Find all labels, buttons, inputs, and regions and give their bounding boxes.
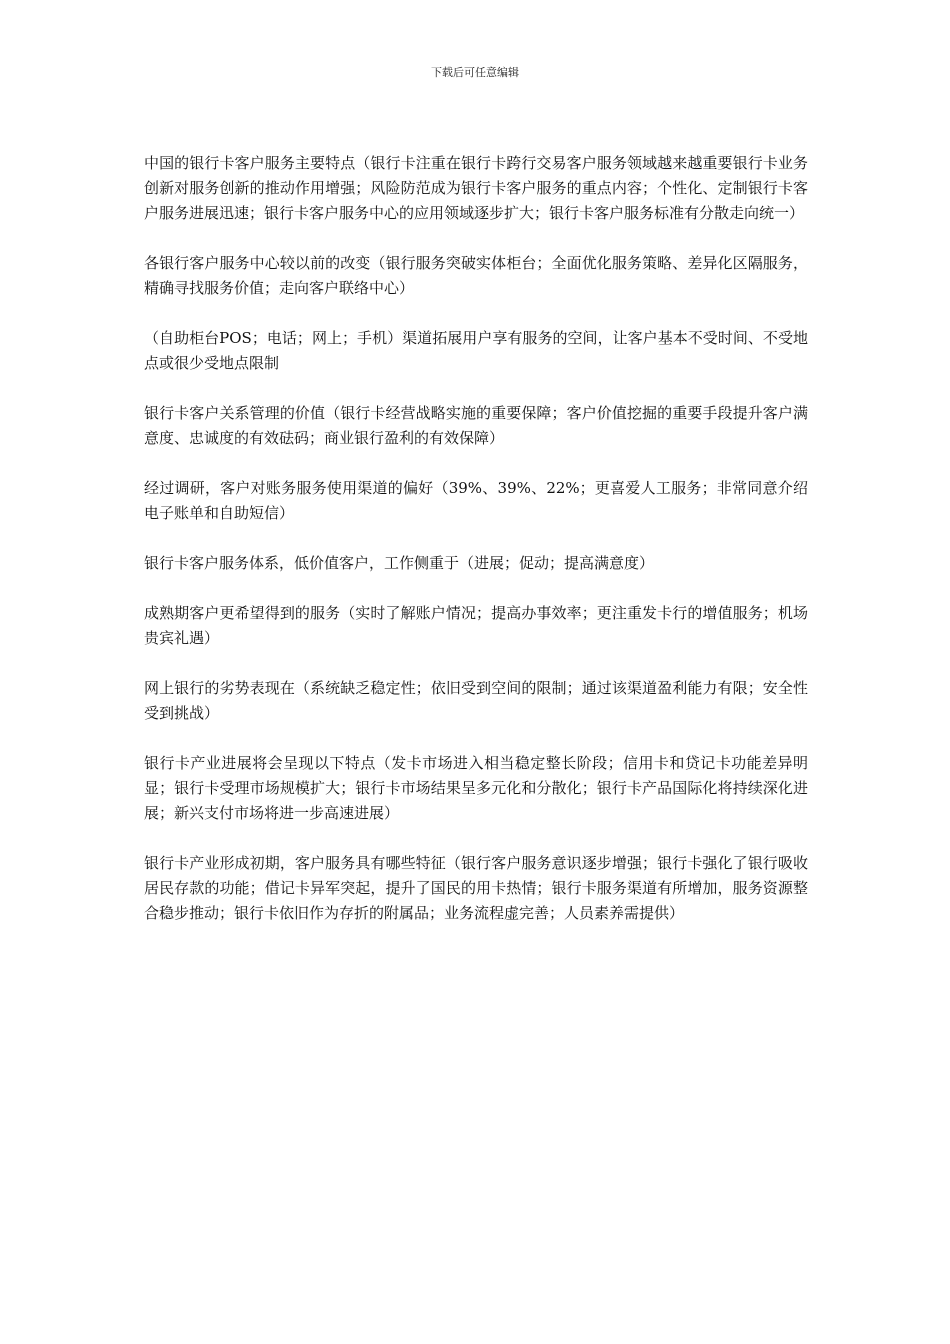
paragraph-10: 银行卡产业形成初期，客户服务具有哪些特征（银行客户服务意识逐步增强；银行卡强化了银行吸收居民存款的功能；借记卡异军突起，提升了国民的用卡热情；银行卡服务渠道有所增加，服务资源整合稳步推动；银行卡依旧作为存折的附属品；业务流程虚完善；人员素养需提供） bbox=[144, 854, 808, 922]
paragraph-8: 网上银行的劣势表现在（系统缺乏稳定性；依旧受到空间的限制；通过该渠道盈利能力有限；安全性受到挑战） bbox=[144, 679, 808, 722]
paragraph-5: 经过调研，客户对账务服务使用渠道的偏好（39%、39%、22%；更喜爱人工服务；非常同意介绍电子账单和自助短信） bbox=[144, 479, 808, 522]
document-body bbox=[144, 151, 808, 951]
paragraph-9: 银行卡产业进展将会呈现以下特点（发卡市场进入相当稳定整长阶段；信用卡和贷记卡功能差异明显；银行卡受理市场规模扩大；银行卡市场结果呈多元化和分散化；银行卡产品国际化将持续深化进展；新兴支付市场将进一步高速进展） bbox=[144, 754, 808, 822]
paragraph-3: （自助柜台POS；电话；网上；手机）渠道拓展用户享有服务的空间，让客户基本不受时间、不受地点或很少受地点限制 bbox=[144, 329, 808, 372]
paragraph-4: 银行卡客户关系管理的价值（银行卡经营战略实施的重要保障；客户价值挖掘的重要手段提升客户满意度、忠诚度的有效砝码；商业银行盈利的有效保障） bbox=[144, 404, 808, 447]
paragraph-7: 成熟期客户更希望得到的服务（实时了解账户情况；提高办事效率；更注重发卡行的增值服务；机场贵宾礼遇） bbox=[144, 604, 808, 647]
paragraph-2: 各银行客户服务中心较以前的改变（银行服务突破实体柜台；全面优化服务策略、差异化区隔服务，精确寻找服务价值；走向客户联络中心） bbox=[144, 254, 808, 297]
page-header: 下载后可任意编辑 bbox=[431, 66, 519, 79]
paragraph-1: 中国的银行卡客户服务主要特点（银行卡注重在银行卡跨行交易客户服务领域越来越重要银行卡业务创新对服务创新的推动作用增强；风险防范成为银行卡客户服务的重点内容；个性化、定制银行卡客户服务进展迅速；银行卡客户服务中心的应用领域逐步扩大；银行卡客户服务标准有分散走向统一） bbox=[144, 154, 808, 222]
paragraph-6: 银行卡客户服务体系，低价值客户，工作侧重于（进展；促动；提高满意度） bbox=[144, 554, 655, 572]
